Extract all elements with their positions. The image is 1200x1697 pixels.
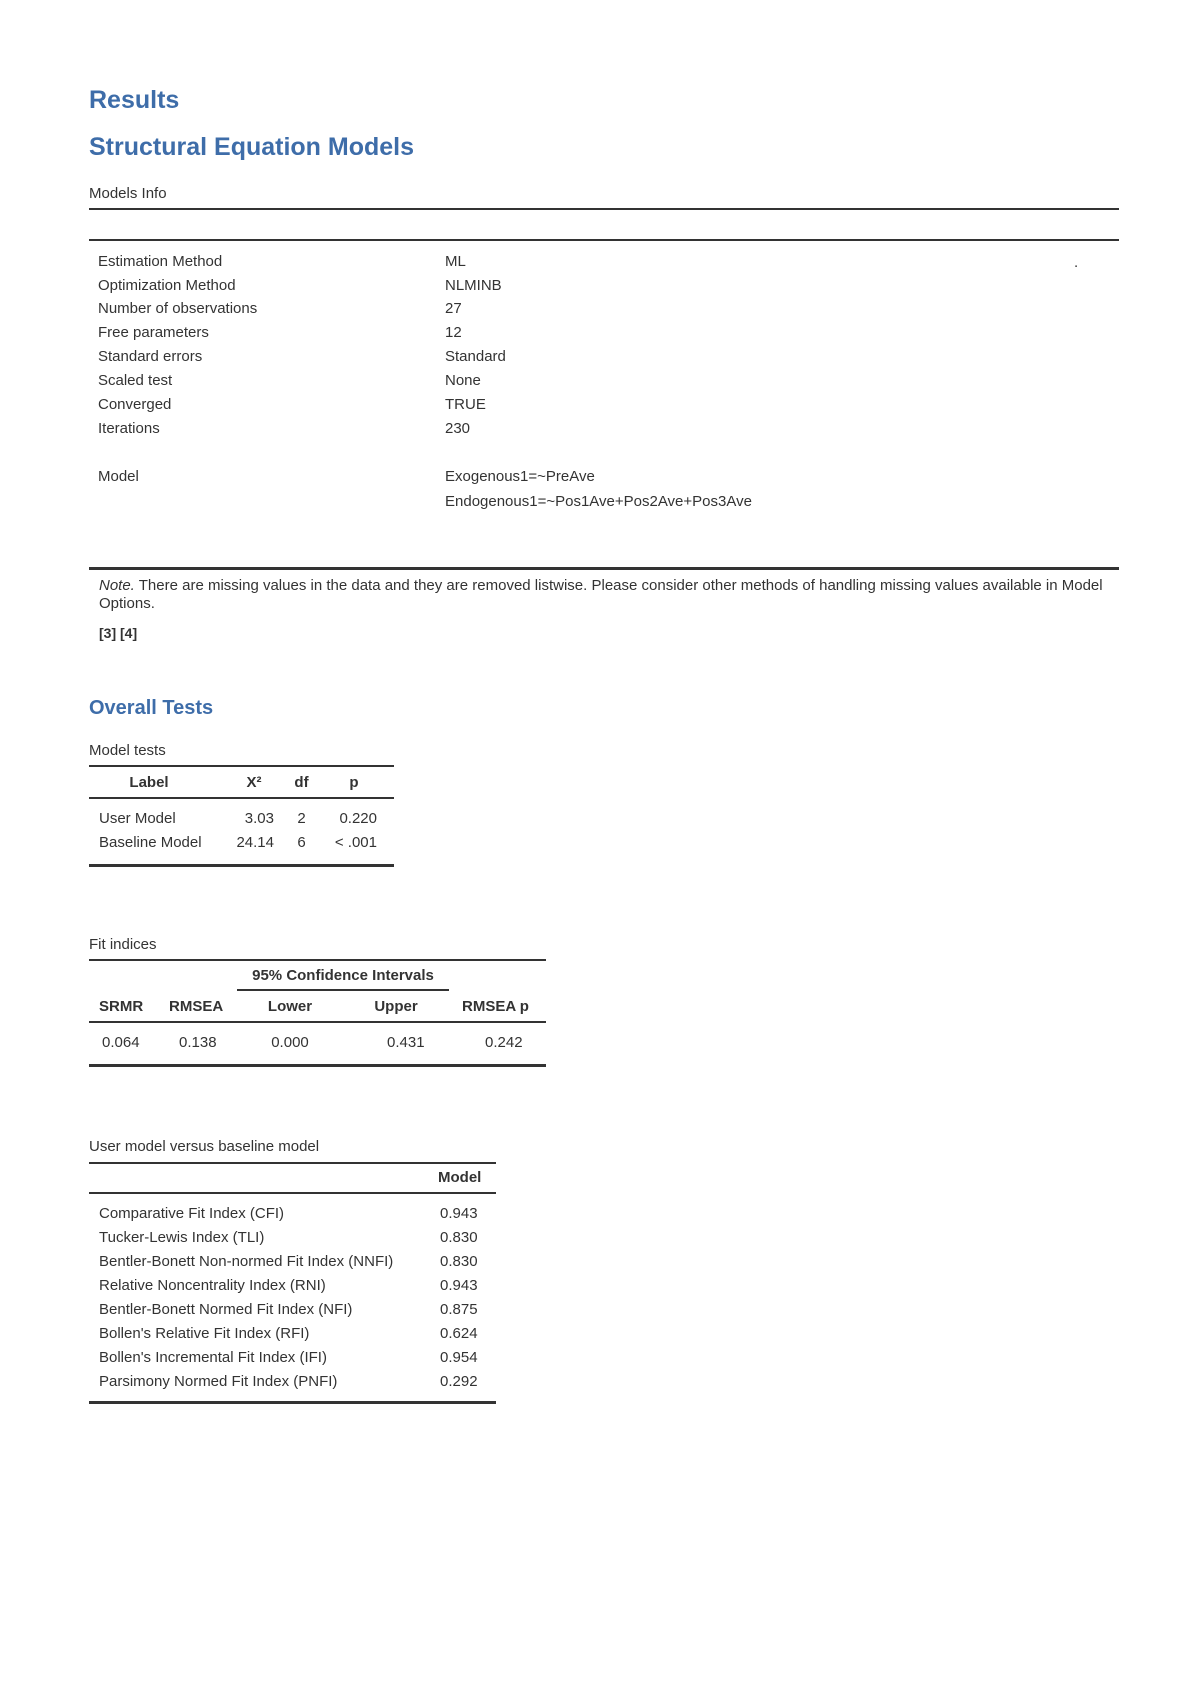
col-header-srmr: SRMR xyxy=(99,998,144,1015)
index-value: 0.943 xyxy=(440,1277,478,1294)
index-value: 0.875 xyxy=(440,1301,478,1318)
test-row-chisq: 24.14 xyxy=(236,834,274,851)
col-header-model: Model xyxy=(438,1169,482,1186)
baseline-bottom-rule xyxy=(89,1401,496,1404)
info-row-value: None xyxy=(445,372,481,389)
test-row-label: Baseline Model xyxy=(99,834,202,851)
baseline-header-rule xyxy=(89,1192,496,1194)
models-info-header-rule xyxy=(89,239,1119,241)
index-value: 0.624 xyxy=(440,1325,478,1342)
baseline-caption: User model versus baseline model xyxy=(89,1138,320,1155)
results-heading: Results xyxy=(89,86,180,114)
info-row-label: Scaled test xyxy=(98,372,173,389)
info-row-label: Estimation Method xyxy=(98,253,223,270)
test-row-p: < .001 xyxy=(334,834,377,851)
index-name: Bentler-Bonett Normed Fit Index (NFI) xyxy=(99,1301,353,1318)
index-name: Bollen's Incremental Fit Index (IFI) xyxy=(99,1349,327,1366)
test-row-p: 0.220 xyxy=(339,810,377,827)
sem-heading: Structural Equation Models xyxy=(89,133,415,161)
col-header-p: p xyxy=(349,774,359,791)
index-value: 0.954 xyxy=(440,1349,478,1366)
index-name: Bollen's Relative Fit Index (RFI) xyxy=(99,1325,310,1342)
fit-value-rmsea: 0.138 xyxy=(179,1034,217,1051)
info-row-value: ML xyxy=(445,253,466,270)
missing-values-note xyxy=(99,577,1114,613)
col-header-upper: Upper xyxy=(374,998,418,1015)
model-line: Exogenous1=~PreAve xyxy=(445,468,595,485)
fit-value-srmr: 0.064 xyxy=(102,1034,140,1051)
confidence-intervals-header: 95% Confidence Intervals xyxy=(252,967,434,984)
fit-indices-top-rule xyxy=(89,959,546,961)
fit-indices-caption: Fit indices xyxy=(89,936,157,953)
models-info-caption: Models Info xyxy=(89,185,167,202)
index-value: 0.292 xyxy=(440,1373,478,1390)
fit-value-upper: 0.431 xyxy=(387,1034,425,1051)
index-value: 0.830 xyxy=(440,1253,478,1270)
index-value: 0.830 xyxy=(440,1229,478,1246)
col-header-rmsea: RMSEA xyxy=(169,998,224,1015)
models-info-top-rule xyxy=(89,208,1119,210)
model-tests-bottom-rule xyxy=(89,864,394,867)
col-header-rmsea-p: RMSEA p xyxy=(462,998,529,1015)
info-row-value: 12 xyxy=(445,324,462,341)
info-row-value: NLMINB xyxy=(445,277,502,294)
index-value: 0.943 xyxy=(440,1205,478,1222)
info-row-value: 27 xyxy=(445,300,462,317)
baseline-top-rule xyxy=(89,1162,496,1164)
col-header-label: Label xyxy=(129,774,169,791)
model-tests-caption: Model tests xyxy=(89,742,166,759)
info-row-label: Iterations xyxy=(98,420,160,437)
test-row-df: 6 xyxy=(297,834,306,851)
col-header-chisq: X² xyxy=(246,774,262,791)
info-row-label: Optimization Method xyxy=(98,277,236,294)
fit-indices-bottom-rule xyxy=(89,1064,546,1067)
info-row-label: Standard errors xyxy=(98,348,203,365)
info-row-label: Free parameters xyxy=(98,324,209,341)
overall-tests-heading: Overall Tests xyxy=(89,697,214,719)
index-name: Relative Noncentrality Index (RNI) xyxy=(99,1277,326,1294)
fit-indices-header-rule xyxy=(89,1021,546,1023)
index-name: Tucker-Lewis Index (TLI) xyxy=(99,1229,265,1246)
test-row-label: User Model xyxy=(99,810,176,827)
index-name: Comparative Fit Index (CFI) xyxy=(99,1205,285,1222)
model-line: Endogenous1=~Pos1Ave+Pos2Ave+Pos3Ave xyxy=(445,493,752,510)
index-name: Parsimony Normed Fit Index (PNFI) xyxy=(99,1373,338,1390)
info-row-value: TRUE xyxy=(445,396,486,413)
index-name: Bentler-Bonett Non-normed Fit Index (NNFI) xyxy=(99,1253,394,1270)
info-row-value: 230 xyxy=(445,420,471,437)
info-row-label: Converged xyxy=(98,396,172,413)
note-text: There are missing values in the data and they are removed listwise. Please consider other methods of handling missing values available in Model Options. xyxy=(99,577,1103,612)
fit-value-rmsea-p: 0.242 xyxy=(485,1034,523,1051)
ci-group-rule xyxy=(237,989,449,991)
info-row-label: Number of observations xyxy=(98,300,258,317)
test-row-df: 2 xyxy=(297,810,306,827)
col-header-df: df xyxy=(294,774,309,791)
model-tests-header-rule xyxy=(89,797,394,799)
reference-markers: [3] [4] xyxy=(99,625,138,641)
model-tests-top-rule xyxy=(89,765,394,767)
note-prefix: Note. xyxy=(99,577,135,594)
models-info-bottom-rule xyxy=(89,567,1119,570)
info-row-value: Standard xyxy=(445,348,506,365)
stray-mark: . xyxy=(1074,254,1079,271)
fit-value-lower: 0.000 xyxy=(271,1034,309,1051)
col-header-lower: Lower xyxy=(267,998,313,1015)
test-row-chisq: 3.03 xyxy=(244,810,274,827)
model-label: Model xyxy=(98,468,139,485)
